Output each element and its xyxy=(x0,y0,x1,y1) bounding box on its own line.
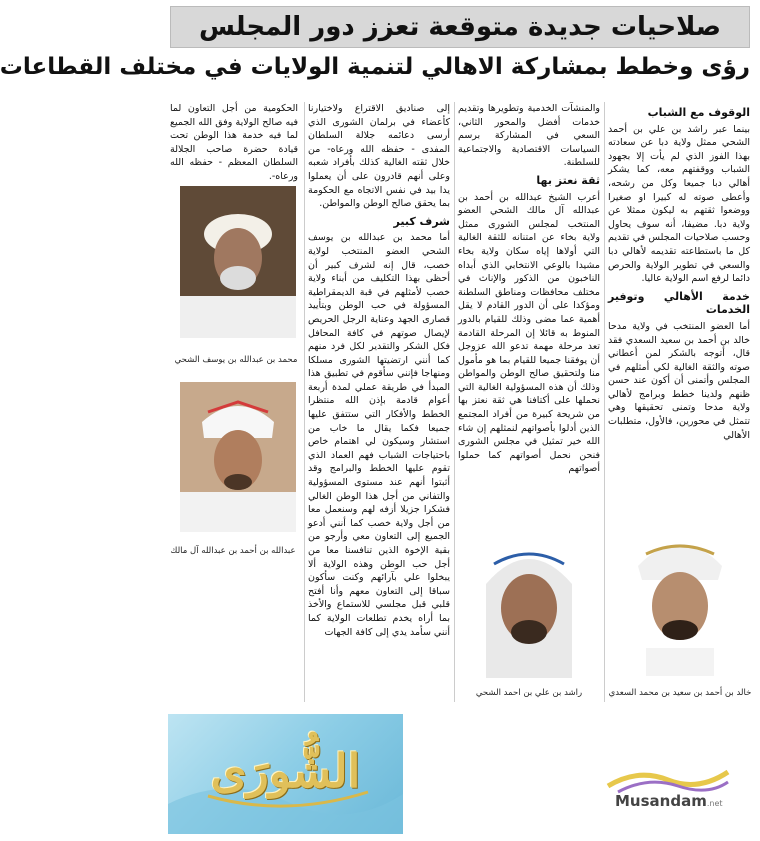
article-column-1 xyxy=(608,102,750,508)
paragraph: الحكومية من أجل التعاون لما فيه صالح الولاية وفق الله الجميع لما فيه خدمة هذا الوطن تحت قيادة حضرة صاحب الجلالة السلطان المعظم - حفظه الله ورعاه-. xyxy=(170,103,298,182)
paragraph: أما العضو المنتخب في ولاية مدحا خالد بن أحمد بن سعيد السعدي فقد قال، أتوجه بالشكر لمن أعطاني صوته والثقة الغالية لكي أمثلهم في المجلس وأتمنى أن أكون عند حسن ظنهم ولدينا خطط وبرامج لأهالي ولاية مدحا وتمنى تحقيقها وهي تتمثل في محورين، فالأول، متطلبات الأهالي xyxy=(608,320,750,441)
paragraph: إلى صناديق الاقتراع ولاختيارنا كأعضاء في برلمان الشورى الذي أرسى دعائمه جلالة السلطان المفدى - حفظه الله ورعاه- من خلال ثقته الغالية كذلك بأفراد شعبه وعلى أنهم قادرون على أن يعملوا يدا بيد في نفس الاتجاه مع الحكومة بما يحقق صالح الوطن والمواطن. xyxy=(308,103,450,210)
paragraph: بينما عبر راشد بن علي بن أحمد الشحي ممثل ولاية دبا عن سعادته بهذا الفوز الذي لم يأت إلا بجهود الشباب ووقفتهم معه، كما يشكر أهالي دبا جميعا وكل من رشحه، وأعطى صوته له كبيرا او صغيرا ووضعوا ثقتهم به ليكون ممثلا عن ولاية دبا. مضيفا، أنه سوف يحاول وحسب صلاحيات المجلس في تقديم كل ما باستطاعته تقديمه لأهالي دبا والسعي في تطوير الولاية والحرص دائما لرفع اسم الولاية عاليا. xyxy=(608,123,750,285)
article-column-2 xyxy=(458,102,600,522)
banner-word: الشُّورَى xyxy=(210,744,361,798)
portrait-rashid-image xyxy=(460,524,598,678)
brand-wave-icon xyxy=(608,762,728,794)
paragraph: أعرب الشيخ عبدالله بن أحمد بن عبدالله آل مالك الشحي العضو المنتخب لمجلس الشورى ممثل ولاية بخاء عن امتنانه للثقة الغالية التي أولاها إياه سكان ولاية بخاء مشيدا بالوعي الانتخابي الذي أبداه الناخبون من الذكور والإناث في مختلف محافظات ومناطق السلطنة ومؤكدا على أن الدور القادم لا يقل أهمية عما مضى وذلك للقيام بالدور المنوط به قائلا إن المرحلة القادمة تعد مرحلة مهمة تدعو الله عزوجل أن يوفقنا جميعا للقيام بما هو مأمول منا ولتحقيق صالح الوطن والمواطن وذلك أن هذه المسؤولية الغالية التي نحملها على أكتافنا هي ثقة نعتز بها من شريحة كبيرة من أفراد المجتمع الذين أدلوا بأصواتهم لنمثلهم إن شاء الله خير تمثيل في مجلس الشورى فنحن نحمل أصواتهم كما حملوا أصواتهم xyxy=(458,191,600,475)
brand-suffix: .net xyxy=(706,799,723,808)
section-heading: الوقوف مع الشباب xyxy=(647,106,750,119)
portrait-abdullah-photo xyxy=(180,382,296,532)
brand-wordmark xyxy=(615,792,723,810)
column-divider xyxy=(604,102,605,702)
column-divider xyxy=(454,102,455,702)
paragraph: أما محمد بن عبدالله بن يوسف الشحي العضو المنتخب لولاية خصب، قال إنه لشرف كبير أن أحظى بهذا التكليف من أبناء ولاية خصب لأمثلهم في قبة الديمقراطية المسؤولة في حب الوطن وبتأييد قصارى الجهد وعناية الرجل الحريص لإيصال صوتهم في كافة المحافل فكل الشكر والتقدير لكل فرد منهم كما أنني ارتضيتها الشورى مسلكا ومنهاجا فإنني سأقوم في تطبيق هذا المبدأ في طريقة عملي لمدة أربعة أعوام قادمة بإذن الله منتظرا الخطط والأفكار التي ستتفق عليها جميعا فكما يقال ما خاب من استشار وسيكون لي اهتمام خاص باحتياجات الشباب فهم العماد الذي تقوم عليها الخطط والبرامج وقد أثبتوا أنهم عند مستوى المسؤولية والتفاني من أجل هذا الوطن الغالي فشكرا جزيلا أزفه لهم وسنعمل معا من أجل ولاية خصب كما أنني أدعو الجميع إلى التعاون معي وأرجو من بقية الإخوة الذين تنافسنا معا من أجل حب الوطن وهذه الولاية ألا يبخلوا علي بآرائهم وكنت سأكون سباقا إلى التعاون معهم وأنا أفتح قلبي قبل مجلسي للاستماع والأخذ بما أراه يخدم تطلعات الولاية كما أنني سأمد يدي إلى كافة الجهات xyxy=(308,232,450,638)
brand-name: Musandam xyxy=(615,792,707,810)
portrait-khalid-image xyxy=(610,520,750,676)
portrait-mohammed-image xyxy=(180,186,296,338)
photo-caption: عبدالله بن أحمد بن عبدالله آل مالك xyxy=(170,546,296,556)
portrait-mohammed-photo xyxy=(180,186,296,338)
paragraph: والمنشآت الخدمية وتطويرها وتقديم خدمات أفضل والمحور الثاني، السعي في المشاركة برسم السياسات الاقتصادية والاجتماعية للسلطنة. xyxy=(458,103,600,169)
photo-caption: محمد بن عبدالله بن يوسف الشحي xyxy=(174,355,298,365)
subheadline: رؤى وخطط بمشاركة الاهالي لتنمية الولايات في مختلف القطاعات xyxy=(0,54,750,80)
portrait-rashid-photo xyxy=(460,524,598,678)
article-column-3 xyxy=(308,102,450,702)
section-heading: ثقة نعتز بها xyxy=(536,173,600,187)
headline-band xyxy=(170,6,750,48)
photo-caption: خالد بن أحمد بن سعيد بن محمد السعدي xyxy=(608,688,752,698)
shura-banner xyxy=(168,714,403,834)
column-divider xyxy=(304,102,305,702)
section-heading: خدمة الأهالي وتوفير الخدمات xyxy=(608,289,750,317)
section-heading: شرف كبير xyxy=(393,214,450,228)
portrait-abdullah-image xyxy=(180,382,296,532)
brand-logo-graphic xyxy=(608,762,728,794)
portrait-khalid-photo xyxy=(610,520,750,676)
photo-caption: راشد بن علي بن احمد الشحي xyxy=(475,688,583,698)
article-column-4 xyxy=(170,102,298,182)
headline: صلاحيات جديدة متوقعة تعزز دور المجلس xyxy=(199,12,721,42)
